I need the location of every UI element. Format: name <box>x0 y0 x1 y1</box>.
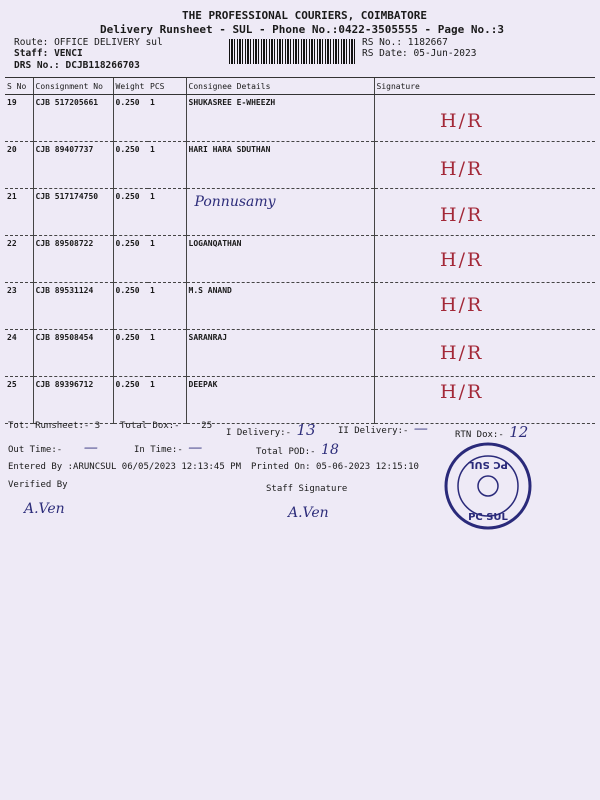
handwritten-signature: H/R <box>440 249 484 271</box>
handwritten-signature: H/R <box>440 204 484 226</box>
stamp-text: PC SUL <box>468 459 508 470</box>
pcs: 1 <box>148 95 186 142</box>
office-stamp <box>440 436 544 536</box>
total-pod-label: Total POD:- <box>256 447 316 457</box>
staff-signature-label: Staff Signature <box>266 484 348 494</box>
signature-cell <box>374 189 595 236</box>
runsheet-table <box>5 77 595 424</box>
tot-runsheet: Tot. Runsheet:- 3 <box>8 421 101 431</box>
col-signature: Signature <box>374 78 595 95</box>
in-time <box>134 440 202 456</box>
route <box>14 37 163 48</box>
pcs: 1 <box>148 189 186 236</box>
table-row <box>5 377 595 424</box>
in-time-value: — <box>188 440 203 456</box>
verified-by: Verified By <box>8 480 68 490</box>
pcs: 1 <box>148 283 186 330</box>
consignee: SHUKASREE E-WHEEZH <box>186 95 374 142</box>
total-dox <box>120 421 212 431</box>
signature-cell <box>374 377 595 424</box>
weight: 0.250 <box>113 95 148 142</box>
consignee: LOGANQATHAN <box>186 236 374 283</box>
drs-number <box>14 60 140 71</box>
staff-label: Staff: <box>14 48 49 59</box>
table-row <box>5 236 595 283</box>
consignment-no: CJB 89508722 <box>33 236 113 283</box>
rs-date-value: 05-Jun-2023 <box>413 48 477 59</box>
ii-delivery <box>338 421 428 437</box>
staff-value: VENCI <box>54 48 83 59</box>
consignee <box>186 189 374 236</box>
consignee: M.S ANAND <box>186 283 374 330</box>
table-row <box>5 189 595 236</box>
pcs: 1 <box>148 236 186 283</box>
consignment-no: CJB 517205661 <box>33 95 113 142</box>
consignment-no: CJB 89396712 <box>33 377 113 424</box>
handwritten-signature: H/R <box>440 381 484 403</box>
total-pod-value: 18 <box>321 442 339 458</box>
total-dox-value: 25 <box>201 421 213 431</box>
consignment-no: CJB 89407737 <box>33 142 113 189</box>
signature-cell <box>374 236 595 283</box>
ii-delivery-value: — <box>413 421 428 437</box>
entered-by: Entered By :ARUNCSUL 06/05/2023 12:13:45 PM <box>8 462 241 472</box>
weight: 0.250 <box>113 236 148 283</box>
out-time-label: Out Time:- <box>8 445 63 455</box>
verified-signature: A.Ven <box>24 501 65 517</box>
i-delivery-value: 13 <box>296 421 316 439</box>
signature-cell <box>374 95 595 142</box>
rs-date-label: RS Date: <box>362 48 408 59</box>
signature-cell <box>374 330 595 377</box>
rtn-dox-label: RTN Dox:- <box>455 430 504 440</box>
printed-on: Printed On: 05-06-2023 12:15:10 <box>251 462 419 472</box>
i-delivery-label: I Delivery:- <box>226 428 292 438</box>
signature-cell <box>374 142 595 189</box>
sno: 22 <box>5 236 33 283</box>
pcs: 1 <box>148 377 186 424</box>
consignment-no: CJB 89508454 <box>33 330 113 377</box>
consignee: DEEPAK <box>186 377 374 424</box>
in-time-label: In Time:- <box>134 445 183 455</box>
table-row <box>5 330 595 377</box>
out-time <box>8 440 98 456</box>
company-name: THE PROFESSIONAL COURIERS, COIMBATORE <box>182 9 428 22</box>
signature-cell <box>374 283 595 330</box>
table-row <box>5 142 595 189</box>
weight: 0.250 <box>113 283 148 330</box>
sno: 19 <box>5 95 33 142</box>
drs-value: DCJB118266703 <box>65 60 140 71</box>
rs-date <box>362 48 476 59</box>
handwritten-signature: H/R <box>440 110 484 132</box>
consignment-no: CJB 517174750 <box>33 189 113 236</box>
i-delivery <box>226 421 316 439</box>
handwritten-signature: H/R <box>440 158 484 180</box>
col-sno: S No <box>5 78 33 95</box>
weight: 0.250 <box>113 377 148 424</box>
col-consignment: Consignment No <box>33 78 113 95</box>
weight: 0.250 <box>113 330 148 377</box>
route-label: Route: <box>14 37 49 48</box>
pcs: 1 <box>148 330 186 377</box>
sno: 24 <box>5 330 33 377</box>
rs-no-value: 1182667 <box>407 37 448 48</box>
runsheet-title: Delivery Runsheet - SUL - Phone No.:0422-3505555 - Page No.:3 <box>100 23 504 36</box>
weight: 0.250 <box>113 142 148 189</box>
handwritten-signature: H/R <box>440 342 484 364</box>
staff <box>14 48 83 59</box>
barcode-image <box>229 39 355 64</box>
ii-delivery-label: II Delivery:- <box>338 426 409 436</box>
rtn-dox-value: 12 <box>509 423 529 441</box>
sno: 21 <box>5 189 33 236</box>
route-value: OFFICE DELIVERY sul <box>54 37 163 48</box>
col-weight: Weight <box>113 78 148 95</box>
rs-no-label: RS No.: <box>362 37 403 48</box>
consignee: HARI HARA SDUTHAN <box>186 142 374 189</box>
rs-number <box>362 37 448 48</box>
col-pcs: PCS <box>148 78 186 95</box>
handwritten-signature: H/R <box>440 294 484 316</box>
pcs: 1 <box>148 142 186 189</box>
total-dox-label: Total Dox:- <box>120 421 180 431</box>
table-row <box>5 95 595 142</box>
sno: 20 <box>5 142 33 189</box>
sno: 23 <box>5 283 33 330</box>
stamp-text: PC SUL <box>468 512 508 523</box>
table-header-row <box>5 78 595 95</box>
weight: 0.250 <box>113 189 148 236</box>
sno: 25 <box>5 377 33 424</box>
handwritten-consignee: Ponnusamy <box>194 194 276 210</box>
drs-label: DRS No.: <box>14 60 60 71</box>
consignment-no: CJB 89531124 <box>33 283 113 330</box>
total-pod <box>256 442 339 458</box>
consignee: SARANRAJ <box>186 330 374 377</box>
staff-signature: A.Ven <box>288 505 329 521</box>
table-row <box>5 283 595 330</box>
out-time-value: — <box>83 440 98 456</box>
col-consignee: Consignee Details <box>186 78 374 95</box>
